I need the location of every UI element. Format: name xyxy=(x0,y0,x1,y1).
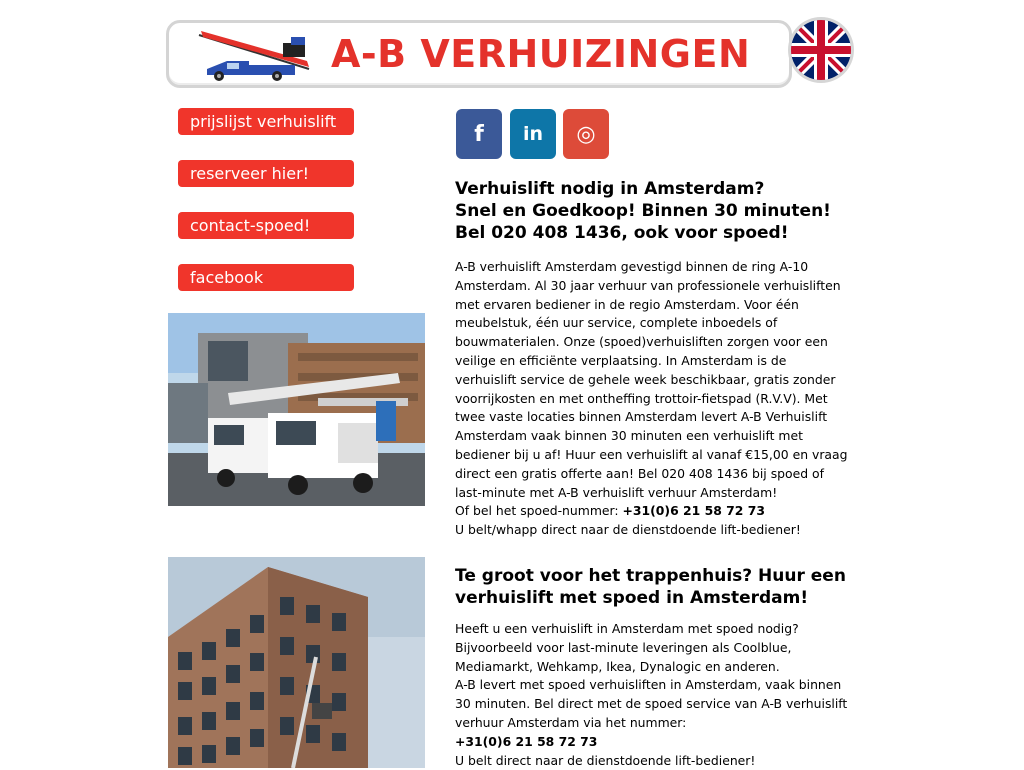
section1-body xyxy=(455,258,851,540)
section1-heading-line3: Bel 020 408 1436, ook voor spoed! xyxy=(455,223,789,243)
truck-lift-logo-icon xyxy=(197,29,319,83)
instagram-icon[interactable]: ◎ xyxy=(563,109,609,159)
section2-body xyxy=(455,620,851,770)
section1-heading-line2: Snel en Goedkoop! Binnen 30 minuten! xyxy=(455,201,831,221)
nav-reserveer-button[interactable]: reserveer hier! xyxy=(178,160,354,187)
nav-contact-spoed-button[interactable]: contact-spoed! xyxy=(178,212,354,239)
nav-prijslijst-button[interactable]: prijslijst verhuislift xyxy=(178,108,354,135)
facebook-icon[interactable]: f xyxy=(456,109,502,159)
nav-facebook-button[interactable]: facebook xyxy=(178,264,354,291)
linkedin-icon[interactable]: in xyxy=(510,109,556,159)
section2-heading-line1: Te groot voor het trappenhuis? Huur een xyxy=(455,566,846,586)
section1-heading xyxy=(455,178,831,244)
section2-paragraph-2: A-B levert met spoed verhuisliften in Amsterdam, vaak binnen 30 minuten. Bel direct met de spoed service van A-B verhuislift verhuur Amsterdam via het nummer: xyxy=(455,677,848,730)
uk-flag-language-icon[interactable] xyxy=(791,20,851,80)
section2-heading xyxy=(455,565,846,609)
section2-paragraph-1: Heeft u een verhuislift in Amsterdam met spoed nodig? Bijvoorbeeld voor last-minute leveringen als Coolblue, Mediamarkt, Wehkamp, Ikea, Dynalogic en anderen. xyxy=(455,621,799,674)
section2-heading-line2: verhuislift met spoed in Amsterdam! xyxy=(455,588,809,608)
spoed-phone-number[interactable]: +31(0)6 21 58 72 73 xyxy=(622,503,765,519)
section1-heading-line1: Verhuislift nodig in Amsterdam? xyxy=(455,179,765,199)
logo-banner[interactable] xyxy=(166,20,792,88)
photo-building-lift xyxy=(168,557,425,768)
logo-text: A-B VERHUIZINGEN xyxy=(331,32,751,76)
section2-closing: U belt direct naar de dienstdoende lift-bediener! xyxy=(455,752,756,768)
section1-closing: U belt/whapp direct naar de dienstdoende lift-bediener! xyxy=(455,522,801,538)
section1-paragraph: A-B verhuislift Amsterdam gevestigd binnen de ring A-10 Amsterdam. Al 30 jaar verhuur van professionele verhuisliften met ervaren bediener in de regio Amsterdam. Voor één meubelstuk, één uur service, complete inboedels of bouwmaterialen. Onze (spoed)verhuisliften zorgen voor een veilige en efficiënte verplaatsing. In Amsterdam is de verhuislift service de gehele week beschikbaar, gratis zonder voorrijkosten en met ontheffing trottoir-fietspad (R.V.V). Met twee vaste locaties binnen Amsterdam levert A-B Verhuislift Amsterdam vaak binnen 30 minuten een verhuislift met bediener bij u af! Huur een verhuislift al vanaf €15,00 en vraag direct een gratis offerte aan! Bel 020 408 1436 bij spoed of last-minute met A-B verhuislift verhuur Amsterdam! xyxy=(455,259,848,500)
section2-spoed-phone-number[interactable]: +31(0)6 21 58 72 73 xyxy=(455,733,598,749)
photo-lift-trucks xyxy=(168,313,425,506)
section1-spoed-line: Of bel het spoed-nummer: +31(0)6 21 58 72 73 xyxy=(455,503,765,519)
site-header xyxy=(166,20,790,87)
